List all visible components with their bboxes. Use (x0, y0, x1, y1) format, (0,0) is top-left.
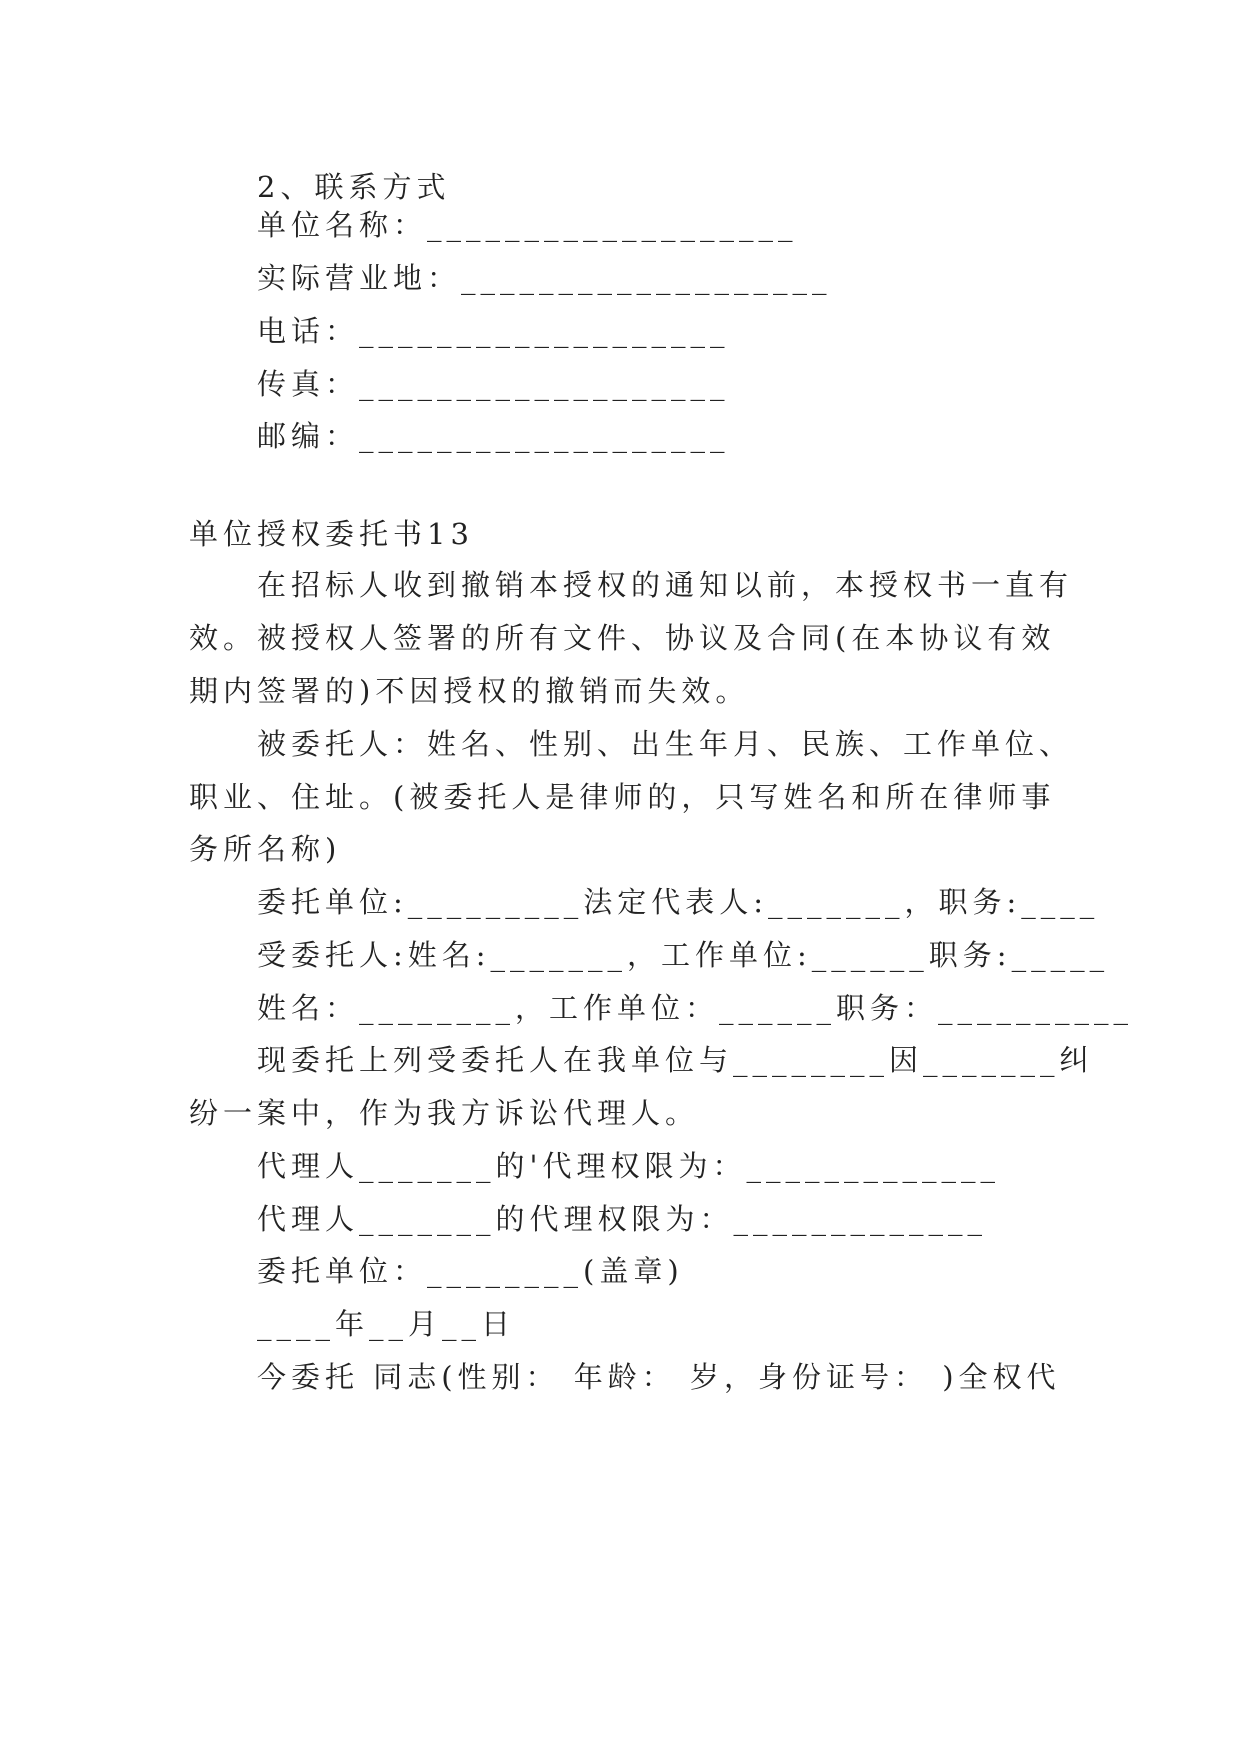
paragraph-line: 职业、住址。(被委托人是律师的，只写姓名和所在律师事 (189, 780, 1056, 814)
paragraph-line: 纷一案中，作为我方诉讼代理人。 (189, 1096, 700, 1130)
field-business-address: 实际营业地：___________________ (257, 261, 832, 295)
paragraph-line: 被委托人：姓名、性别、出生年月、民族、工作单位、 (257, 727, 1074, 761)
paragraph-line: 效。被授权人签署的所有文件、协议及合同(在本协议有效 (189, 621, 1056, 655)
field-entrusting-unit-seal: 委托单位：________(盖章) (257, 1254, 684, 1288)
field-phone: 电话：___________________ (257, 314, 730, 348)
paragraph-line: 今委托 同志(性别： 年龄： 岁，身份证号： )全权代 (257, 1360, 1061, 1394)
field-fax: 传真：___________________ (257, 367, 730, 401)
paragraph-line: 务所名称) (189, 832, 342, 866)
section-heading-contact: 2、联系方式 (257, 170, 451, 204)
paragraph-line: 现委托上列受委托人在我单位与________因_______纠 (257, 1043, 1094, 1077)
field-agent-authority: 代理人_______的代理权限为：_____________ (257, 1202, 988, 1236)
field-name-work-unit: 姓名：________，工作单位：______职务：__________ (257, 991, 1134, 1025)
paragraph-line: 在招标人收到撤销本授权的通知以前，本授权书一直有 (257, 568, 1074, 602)
document-title: 单位授权委托书13 (189, 517, 474, 551)
field-agent-authority: 代理人_______的'代理权限为：_____________ (257, 1149, 1000, 1183)
field-entrusting-unit: 委托单位:_________法定代表人:_______，职务:____ (257, 885, 1100, 919)
field-postcode: 邮编：___________________ (257, 419, 730, 453)
field-date: ____年__月__日 (257, 1307, 516, 1341)
field-entrusted-person: 受委托人:姓名:_______，工作单位:______职务:_____ (257, 938, 1110, 972)
field-unit-name: 单位名称：___________________ (257, 208, 798, 242)
paragraph-line: 期内签署的)不因授权的撤销而失效。 (189, 674, 750, 708)
